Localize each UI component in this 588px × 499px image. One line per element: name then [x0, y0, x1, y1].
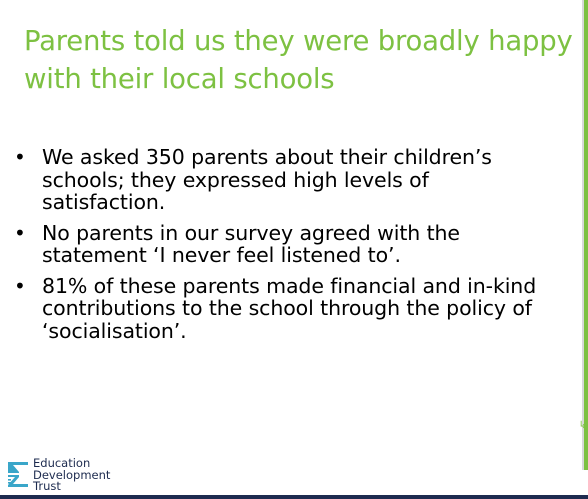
bullet-list — [14, 146, 544, 350]
logo-line-3: Trust — [33, 479, 61, 493]
organisation-logo — [6, 458, 136, 494]
bullet-dot-icon: • — [14, 273, 26, 298]
right-accent-rule — [584, 0, 588, 470]
bullet-dot-icon: • — [14, 145, 26, 169]
bullet-text: No parents in our survey agreed with the statement ‘I never feel listened to’. — [42, 220, 460, 267]
bullet-text: We asked 350 parents about their children’s schools; they expressed high levels of satisfaction. — [42, 145, 492, 214]
bullet-item — [14, 275, 544, 343]
logo-wordmark — [33, 458, 110, 493]
bullet-text: 81% of these parents made financial and in-kind contributions to the school through the policy of ‘socialisation’. — [42, 273, 537, 343]
slide-title: Parents told us they were broadly happy with their local schools — [24, 25, 573, 95]
logo-line-2: Development — [33, 467, 111, 482]
right-edge-mark-icon: ↳ — [578, 420, 587, 431]
bullet-item — [14, 222, 544, 267]
education-development-trust-logo-icon — [6, 460, 30, 492]
logo-line-1: Education — [33, 456, 91, 470]
bullet-dot-icon: • — [14, 220, 26, 245]
footer-bar — [0, 495, 588, 499]
bullet-item — [14, 146, 544, 214]
